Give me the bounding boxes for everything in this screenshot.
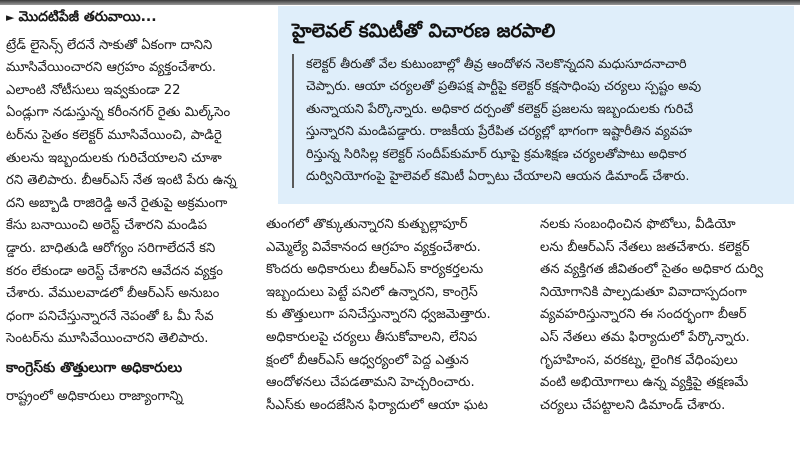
paragraph-line: ధంగా పనిచేస్తున్నారనే నెపంతో ఓ మీ సేవ (6, 308, 214, 324)
arrow-icon: ► (6, 11, 15, 24)
section-subheading: కాంగ్రెస్‌కు తొత్తులుగా అధికారులు (6, 359, 183, 376)
paragraph-line: క్షంలో బీఆర్‌ఎస్ ఆధ్వర్యంలో పెద్ద ఎత్తున (266, 352, 469, 368)
paragraph-line: చర్యలు చేపట్టాలని డిమాండ్ చేశారు. (540, 397, 726, 413)
highlight-line: స్తున్నారని మండిపడ్డారు. రాజకీయ ప్రేరేపిత చర్యల్లో భాగంగా ఇష్టారీతిన వ్యవహ (306, 124, 692, 140)
paragraph-line: వంటి అభియోగాలు ఉన్న వ్యక్తిపై తక్షణమే (540, 375, 749, 391)
paragraph-line: సీఎస్‌కు అందజేసిన ఫిర్యాదులో ఆయా ఘట (266, 397, 488, 413)
paragraph-line: తులను ఇబ్బందులకు గురిచేయాలని చూశా (6, 150, 222, 166)
paragraph-line: వ్యవహరిస్తున్నారని ఈ సందర్భంగా బీఆర్ (540, 307, 747, 323)
paragraph-line: తన వ్యక్తిగత జీవితంలో సైతం అధికార దుర్వి (540, 262, 764, 278)
continuation-heading: ► మొదటిపేజీ తరువాయి... (6, 9, 157, 25)
paragraph-line: ఇబ్బందులు పెట్టే పనిలో ఉన్నారని, కాంగ్రెస్ (266, 284, 478, 300)
paragraph-line: ఆందోళనలు చేపడతామని హెచ్చరించారు. (266, 375, 475, 391)
paragraph-line: డ్డారు. బాధితుడి ఆరోగ్యం సరిగాలేదనే కని (6, 240, 216, 256)
paragraph-line: అధికారులపై చర్యలు తీసుకోవాలని, లేనిప (266, 329, 478, 345)
highlight-line: దుర్వినియోగంపై హైలెవల్ కమిటీ ఏర్పాటు చేయాలని ఆయన డిమాండ్ చేశారు. (306, 169, 690, 185)
paragraph-line: దని అబ్బాడి రాజిరెడ్డి అనే రైతుపై అక్రమంగా (6, 195, 228, 211)
paragraph-line: చేశారు. వేములవాడలో బీఆర్‌ఎస్ అనుబం (6, 286, 220, 302)
paragraph-line: నియోగానికి పాల్పడుతూ వివాదాస్పదంగా (540, 284, 747, 300)
paragraph-line: రని తెలిపారు. బీఆర్‌ఎస్ నేత ఇంటి పేరు ఉన్న (6, 173, 237, 189)
right-article-column (540, 214, 798, 417)
paragraph-line: కొందరు అధికారులు బీఆర్‌ఎస్ కార్యకర్తలను (266, 262, 484, 278)
paragraph-line: రాష్ట్రంలో అధికారులు రాజ్యాంగాన్ని (6, 388, 183, 404)
paragraph-line: గృహహింస, వరకట్న, లైంగిక వేధింపులు (540, 352, 738, 368)
paragraph-line: సెంటర్‌ను మూసివేయించారని తెలిపారు. (6, 331, 209, 347)
paragraph-line: ఎలాంటి నోటీసులు ఇవ్వకుండా 22 (6, 82, 181, 98)
highlight-body (292, 54, 782, 188)
highlight-line: చెప్పారు. ఆయా చర్యలతో ప్రతిపక్ష పార్టీపై కలెక్టర్ కక్షసాధింపు చర్యలు స్పష్టం అవు (306, 79, 702, 95)
previous-headline-strip (0, 0, 800, 5)
paragraph-line: లను బీఆర్‌ఎస్ నేతలు జతచేశారు. కలెక్టర్ (540, 239, 750, 255)
paragraph-line: మూసివేయించారని ఆగ్రహం వ్యక్తంచేశారు. (6, 60, 217, 76)
highlight-line: కలెక్టర్ తీరుతో వేల కుటుంబాల్లో తీవ్ర ఆందోళన నెలకొన్నదని మధుసూదనాచారి (306, 57, 687, 72)
paragraph-line: ఏండ్లుగా నడుస్తున్న కరీంనగర్ రైతు మిల్క్‌సెం (6, 105, 231, 121)
left-article-column (6, 6, 268, 408)
highlight-line: రిస్తున్న సిరిసిల్ల కలెక్టర్ సందీప్‌కుమార్ ఝాపై క్రమశిక్షణ చర్యలతోపాటు అధికార (306, 146, 687, 162)
paragraph-line: కు తొత్తులుగా పనిచేస్తున్నారని ధ్వజమెత్తారు. (266, 307, 491, 323)
highlight-box (278, 6, 794, 204)
paragraph-line: టర్‌ను సైతం కలెక్టర్ మూసివేయించి, పాడిరై (6, 127, 222, 143)
paragraph-line: నలకు సంబంధించిన ఫొటోలు, వీడియో (540, 217, 736, 232)
highlight-line: తున్నాయని పేర్కొన్నారు. అధికార దర్పంతో కలెక్టర్ ప్రజలను ఇబ్బందులకు గురిచే (306, 101, 694, 117)
paragraph-line: ట్రేడ్ లైసెన్స్ లేదనే సాకుతో ఏకంగా దానిని (6, 37, 213, 53)
highlight-heading: హైలెవల్ కమిటీతో విచారణ జరపాలి (292, 20, 556, 42)
paragraph-line: తుంగలో తొక్కుతున్నారని కుత్బుల్లాపూర్ (266, 217, 468, 232)
paragraph-line: కరం లేకుండా అరెస్ట్ చేశారని ఆవేదన వ్యక్తం (6, 263, 223, 279)
paragraph-line: కేసు బనాయించి అరెస్ట్ చేశారని మండిప (6, 218, 207, 234)
middle-article-column (266, 214, 528, 417)
paragraph-line: ఎస్ నేతలు తమ ఫిర్యాదులో పేర్కొన్నారు. (540, 329, 750, 345)
paragraph-line: ఎమ్మెల్యే వివేకానంద ఆగ్రహం వ్యక్తంచేశారు. (266, 239, 481, 255)
